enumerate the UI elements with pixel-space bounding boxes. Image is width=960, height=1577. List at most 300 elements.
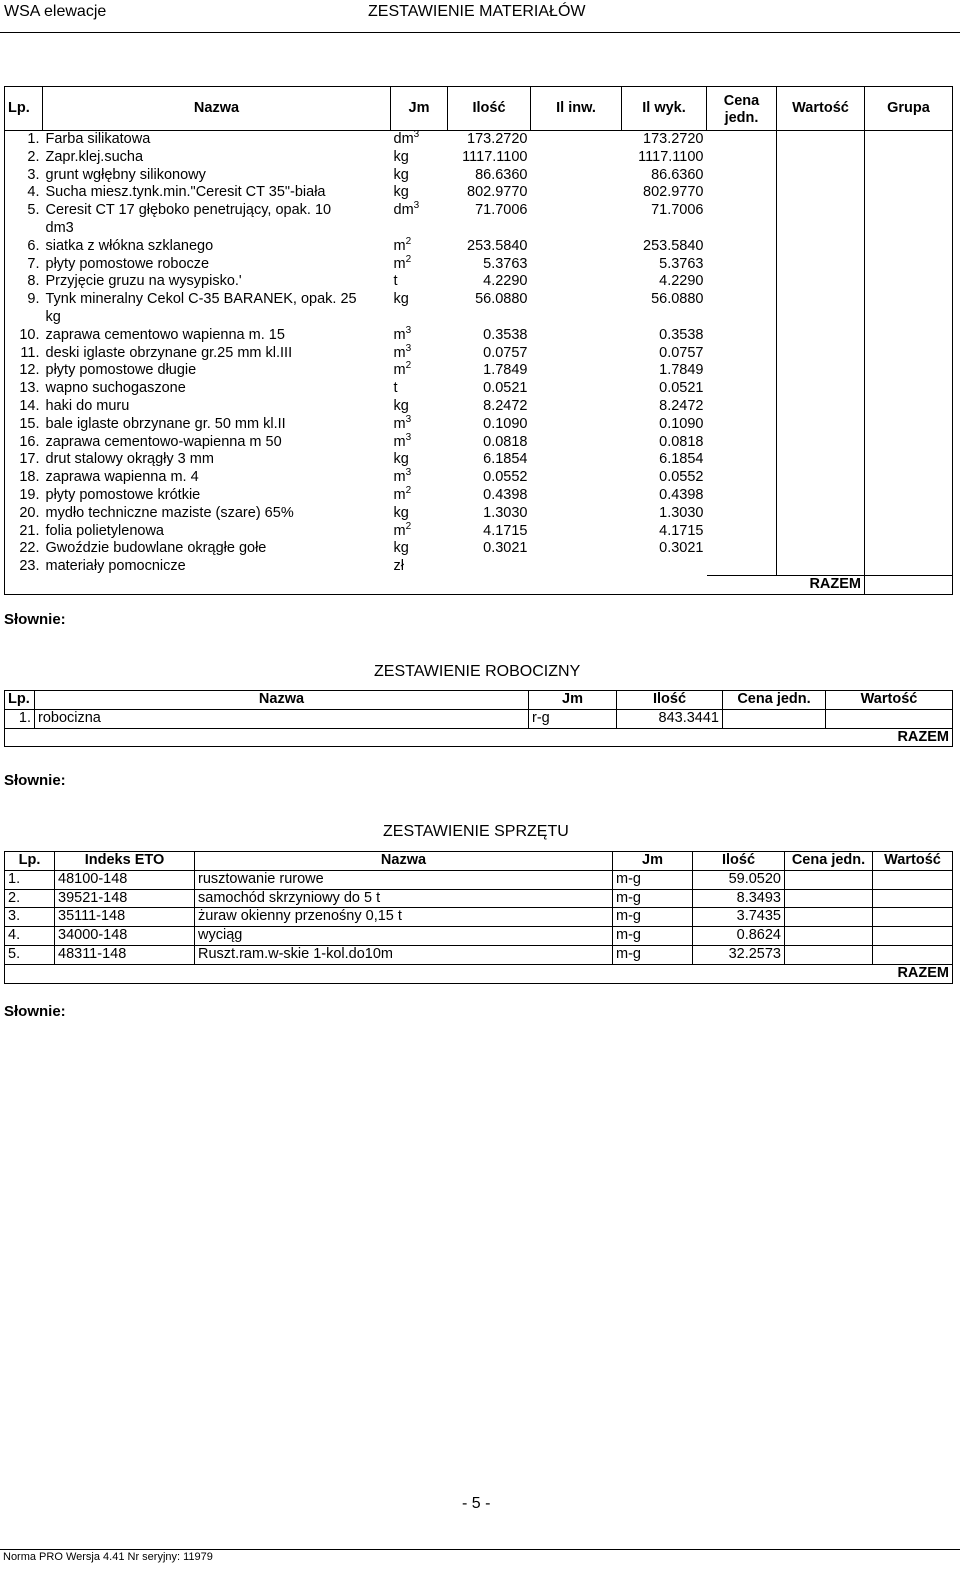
grupa-cell: [865, 362, 953, 380]
eto-cell: 39521-148: [55, 889, 195, 908]
lp-cell-text: 8.: [27, 273, 40, 290]
col-header-il-inw: Il inw.: [531, 87, 622, 131]
wartosc-cell: [777, 523, 865, 541]
jm-cell-text: m: [393, 433, 406, 450]
il-wyk-cell: [622, 523, 707, 541]
lp-cell-text: 16.: [19, 433, 40, 450]
jm-cell-text: dm: [393, 202, 414, 219]
cena-cell: [707, 416, 777, 434]
ilosc-cell: [448, 540, 531, 558]
table-row: [5, 184, 953, 202]
cena-cell: [785, 927, 873, 946]
jm-cell: m-g: [613, 945, 693, 964]
ilosc-cell: [448, 469, 531, 487]
nazwa-cell: [43, 345, 391, 363]
table-row: [5, 416, 953, 434]
il-wyk-cell: [622, 505, 707, 523]
nazwa-cell: [43, 256, 391, 274]
table-row: [5, 709, 953, 728]
il-wyk-cell-text: 1117.1100: [638, 148, 704, 165]
il-wyk-cell: [622, 149, 707, 167]
nazwa-cell-text: płyty pomostowe krótkie: [45, 486, 201, 503]
nazwa-cell: [43, 184, 391, 202]
nazwa-cell-text: folia polietylenowa: [45, 522, 164, 539]
jm-cell-text: m: [393, 469, 406, 486]
ilosc-cell: 0.8624: [693, 927, 785, 946]
nazwa-cell-text: Ceresit CT 17 głęboko penetrujący, opak. 10: [45, 202, 332, 219]
table-row: [5, 945, 953, 964]
lp-cell: [5, 167, 43, 185]
footer-divider: [0, 1549, 960, 1550]
equipment-razem: [785, 964, 953, 983]
unit-exponent: 2: [405, 360, 412, 372]
materials-table: [4, 86, 953, 595]
grupa-cell: [865, 291, 953, 327]
lp-cell-text: 4.: [27, 184, 40, 201]
jm-cell-text: m: [393, 326, 406, 343]
col-header-nazwa: Nazwa: [43, 87, 391, 131]
ilosc-cell-text: 0.0552: [483, 469, 528, 486]
il-wyk-cell: [622, 398, 707, 416]
nazwa-cell: [43, 380, 391, 398]
ilosc-cell-text: 0.3021: [483, 540, 528, 557]
jm-cell: [391, 540, 448, 558]
ilosc-cell-text: 0.0757: [483, 344, 528, 361]
jm-cell: m-g: [613, 889, 693, 908]
cena-cell: [707, 434, 777, 452]
il-wyk-cell: [622, 451, 707, 469]
lp-cell: [5, 505, 43, 523]
wartosc-cell: [777, 416, 865, 434]
cena-cell: [707, 131, 777, 149]
lp-cell-text: 11.: [20, 344, 40, 361]
unit-exponent: 3: [405, 342, 412, 354]
nazwa-cell: [43, 273, 391, 291]
wartosc-cell: [777, 558, 865, 576]
cena-cell: [707, 327, 777, 345]
lp-cell: [5, 523, 43, 541]
il-wyk-cell-text: 253.5840: [643, 237, 704, 254]
il-inw-cell: [531, 167, 622, 185]
il-wyk-cell-text: 802.9770: [643, 184, 704, 201]
table-row: [5, 131, 953, 149]
jm-cell-text: m: [393, 255, 406, 272]
lp-cell-text: 19.: [19, 486, 40, 503]
table-row: [5, 327, 953, 345]
table-row: [5, 505, 953, 523]
unit-exponent: 2: [405, 484, 412, 496]
jm-cell: [391, 380, 448, 398]
ilosc-cell-text: 173.2720: [467, 131, 528, 147]
table-row: [5, 345, 953, 363]
wartosc-cell: [777, 469, 865, 487]
il-wyk-cell-text: 1.7849: [659, 362, 704, 379]
lp-cell: 2.: [5, 889, 55, 908]
il-inw-cell: [531, 434, 622, 452]
il-inw-cell: [531, 469, 622, 487]
ilosc-cell-text: 8.2472: [483, 397, 528, 414]
table-row: [5, 434, 953, 452]
grupa-cell: [865, 469, 953, 487]
cena-cell: [707, 540, 777, 558]
table-row: [5, 291, 953, 327]
lp-cell: [5, 380, 43, 398]
jm-cell-text: kg: [393, 148, 409, 165]
jm-cell-text: kg: [393, 184, 409, 201]
cena-cell: [707, 202, 777, 238]
unit-exponent: 3: [405, 324, 412, 336]
lp-cell-text: 17.: [19, 451, 40, 468]
il-wyk-cell: [622, 238, 707, 256]
wartosc-cell: [777, 380, 865, 398]
cena-cell: [707, 345, 777, 363]
razem-label: RAZEM: [809, 576, 861, 593]
ilosc-cell: [448, 416, 531, 434]
grupa-cell: [865, 327, 953, 345]
nazwa-cell: samochód skrzyniowy do 5 t: [195, 889, 613, 908]
col-header-lp: Lp.: [5, 87, 43, 131]
il-wyk-cell-text: 86.6360: [651, 166, 704, 183]
unit-exponent: 3: [405, 467, 412, 479]
grupa-cell: [865, 451, 953, 469]
il-wyk-cell: [622, 184, 707, 202]
header-divider: [0, 32, 960, 33]
unit-exponent: 3: [405, 431, 412, 443]
labor-title: ZESTAWIENIE ROBOCIZNY: [374, 663, 581, 680]
il-inw-cell: [531, 256, 622, 274]
ilosc-cell: [448, 505, 531, 523]
table-row: [5, 927, 953, 946]
il-wyk-cell-text: 4.2290: [659, 273, 704, 290]
table-row: [5, 451, 953, 469]
grupa-cell: [865, 540, 953, 558]
jm-cell: r-g: [529, 709, 617, 728]
lp-cell-text: 12.: [19, 362, 40, 379]
jm-cell-text: t: [393, 273, 398, 290]
wartosc-cell: [777, 362, 865, 380]
il-inw-cell: [531, 273, 622, 291]
lp-cell-text: 21.: [19, 522, 40, 539]
grupa-cell: [865, 202, 953, 238]
jm-cell: [391, 202, 448, 238]
nazwa-continuation: dm3: [45, 219, 74, 236]
unit-exponent: 2: [405, 235, 412, 247]
cena-cell: [707, 558, 777, 576]
labor-col-jm: Jm: [529, 691, 617, 710]
ilosc-cell: 32.2573: [693, 945, 785, 964]
equipment-col-eto: Indeks ETO: [55, 852, 195, 871]
jm-cell: [391, 469, 448, 487]
il-inw-cell: [531, 380, 622, 398]
ilosc-cell: 8.3493: [693, 889, 785, 908]
il-wyk-cell: [622, 291, 707, 327]
il-wyk-cell-text: 1.3030: [659, 504, 704, 521]
jm-cell-text: kg: [393, 291, 409, 308]
nazwa-cell-text: Farba silikatowa: [45, 131, 151, 147]
il-inw-cell: [531, 149, 622, 167]
nazwa-cell: [43, 434, 391, 452]
il-inw-cell: [531, 131, 622, 149]
il-wyk-cell: [622, 327, 707, 345]
table-row: [5, 167, 953, 185]
cena-cell: [707, 523, 777, 541]
table-row: [5, 540, 953, 558]
grupa-cell: [865, 505, 953, 523]
cena-cell: [707, 362, 777, 380]
table-row: [5, 908, 953, 927]
nazwa-cell: [43, 558, 391, 576]
nazwa-cell: robocizna: [35, 709, 529, 728]
wartosc-cell: [873, 870, 953, 889]
jm-cell-text: t: [393, 380, 398, 397]
jm-cell-text: kg: [393, 504, 409, 521]
il-wyk-cell: [622, 202, 707, 238]
wartosc-cell: [777, 345, 865, 363]
il-wyk-cell: [622, 167, 707, 185]
il-wyk-cell: [622, 256, 707, 274]
project-name: WSA elewacje: [4, 3, 107, 20]
lp-cell: [5, 131, 43, 149]
cena-cell: [707, 184, 777, 202]
wartosc-cell: [873, 889, 953, 908]
wartosc-cell: [777, 505, 865, 523]
lp-cell: [5, 202, 43, 238]
grupa-cell: [865, 487, 953, 505]
nazwa-cell-text: płyty pomostowe robocze: [45, 255, 210, 272]
jm-cell: [391, 520, 448, 541]
lp-cell: [5, 273, 43, 291]
ilosc-cell: [448, 149, 531, 167]
lp-cell: [5, 238, 43, 256]
equipment-slownie: Słownie:: [4, 1003, 66, 1020]
wartosc-cell: [777, 327, 865, 345]
wartosc-cell: [777, 487, 865, 505]
table-row: [5, 202, 953, 238]
cena-cell: [707, 256, 777, 274]
il-inw-cell: [531, 451, 622, 469]
wartosc-cell: [777, 540, 865, 558]
cena-cell: [785, 908, 873, 927]
jm-cell: m-g: [613, 908, 693, 927]
il-wyk-cell: [622, 362, 707, 380]
nazwa-cell: [43, 362, 391, 380]
lp-cell: [5, 469, 43, 487]
wartosc-cell: [777, 398, 865, 416]
lp-cell: [5, 558, 43, 576]
nazwa-cell: [43, 540, 391, 558]
il-wyk-cell: [622, 487, 707, 505]
lp-cell-text: 1.: [27, 131, 40, 147]
equipment-table: [4, 851, 953, 984]
il-wyk-cell: [622, 434, 707, 452]
wartosc-cell: [777, 149, 865, 167]
il-inw-cell: [531, 238, 622, 256]
labor-col-nazwa: Nazwa: [35, 691, 529, 710]
unit-exponent: 2: [405, 520, 412, 532]
nazwa-cell-text: wapno suchogaszone: [45, 380, 186, 397]
il-inw-cell: [531, 345, 622, 363]
lp-cell-text: 7.: [27, 255, 40, 272]
cena-cell: [707, 149, 777, 167]
il-wyk-cell-text: 0.4398: [659, 486, 704, 503]
il-inw-cell: [531, 202, 622, 238]
wartosc-cell: [777, 167, 865, 185]
wartosc-cell: [873, 945, 953, 964]
il-wyk-cell: [622, 416, 707, 434]
grupa-cell: [865, 416, 953, 434]
ilosc-cell: [448, 523, 531, 541]
nazwa-cell: [43, 469, 391, 487]
nazwa-cell-text: płyty pomostowe długie: [45, 362, 197, 379]
lp-cell: 4.: [5, 927, 55, 946]
wartosc-cell: [873, 908, 953, 927]
jm-cell: [391, 505, 448, 523]
nazwa-cell-text: zaprawa wapienna m. 4: [45, 469, 199, 486]
grupa-cell: [865, 273, 953, 291]
nazwa-cell: [43, 131, 391, 149]
col-header-jm: Jm: [391, 87, 448, 131]
ilosc-cell-text: 0.3538: [483, 326, 528, 343]
cena-cell: [707, 451, 777, 469]
lp-cell: [5, 362, 43, 380]
jm-cell-text: kg: [393, 540, 409, 557]
table-row: [5, 380, 953, 398]
wartosc-cell: [777, 184, 865, 202]
ilosc-cell: [448, 273, 531, 291]
labor-table: [4, 690, 953, 747]
table-row: [5, 256, 953, 274]
lp-cell-text: 22.: [19, 540, 40, 557]
lp-cell-text: 6.: [27, 237, 40, 254]
il-wyk-cell-text: 5.3763: [659, 255, 704, 272]
materials-razem: [707, 576, 865, 595]
col-header-wartosc: Wartość: [777, 87, 865, 131]
page-number: - 5 -: [462, 1495, 491, 1512]
ilosc-cell: [448, 256, 531, 274]
lp-cell: 1.: [5, 709, 35, 728]
cena-cell: [707, 238, 777, 256]
cena-cell: [785, 889, 873, 908]
table-row: [5, 469, 953, 487]
ilosc-cell: [448, 167, 531, 185]
lp-cell-text: 15.: [19, 415, 40, 432]
nazwa-continuation: kg: [45, 308, 61, 325]
ilosc-cell: 843.3441: [617, 709, 723, 728]
jm-cell: m-g: [613, 927, 693, 946]
equipment-col-lp: Lp.: [5, 852, 55, 871]
nazwa-cell: [43, 505, 391, 523]
ilosc-cell: 59.0520: [693, 870, 785, 889]
il-wyk-cell-text: 0.3021: [659, 540, 704, 557]
jm-cell: [391, 184, 448, 202]
table-row: [5, 889, 953, 908]
ilosc-cell-text: 71.7006: [475, 202, 528, 219]
table-row: [5, 238, 953, 256]
ilosc-cell-text: 56.0880: [475, 291, 528, 308]
nazwa-cell: [43, 149, 391, 167]
equipment-col-jm: Jm: [613, 852, 693, 871]
jm-cell: [391, 398, 448, 416]
nazwa-cell-text: Sucha miesz.tynk.min."Ceresit CT 35"-biała: [45, 184, 326, 201]
ilosc-cell: [448, 380, 531, 398]
table-row: [5, 273, 953, 291]
cena-cell: [707, 398, 777, 416]
ilosc-cell-text: 1117.1100: [462, 148, 528, 165]
jm-cell: m-g: [613, 870, 693, 889]
cena-cell: [707, 291, 777, 327]
nazwa-cell: rusztowanie rurowe: [195, 870, 613, 889]
wartosc-cell: [777, 131, 865, 149]
ilosc-cell-text: 1.3030: [483, 504, 528, 521]
lp-cell: [5, 434, 43, 452]
labor-slownie: Słownie:: [4, 772, 66, 789]
grupa-cell: [865, 523, 953, 541]
il-wyk-cell-text: 0.0757: [659, 344, 704, 361]
jm-cell-text: m: [393, 362, 406, 379]
materials-slownie: Słownie:: [4, 611, 66, 628]
unit-exponent: 3: [405, 413, 412, 425]
il-inw-cell: [531, 291, 622, 327]
lp-cell: [5, 540, 43, 558]
ilosc-cell-text: 4.1715: [483, 522, 528, 539]
nazwa-cell: [43, 398, 391, 416]
cena-cell: [707, 167, 777, 185]
cena-cell: [707, 505, 777, 523]
jm-cell: [391, 362, 448, 380]
razem-label: RAZEM: [897, 728, 949, 745]
jm-cell: [391, 451, 448, 469]
grupa-cell: [865, 398, 953, 416]
il-wyk-cell-text: 0.0552: [659, 469, 704, 486]
nazwa-cell-text: siatka z włókna szklanego: [45, 237, 214, 254]
jm-cell: [391, 253, 448, 274]
lp-cell: 1.: [5, 870, 55, 889]
il-wyk-cell-text: 0.1090: [659, 415, 704, 432]
jm-cell-text: kg: [393, 166, 409, 183]
cena-cell: [707, 380, 777, 398]
eto-cell: 35111-148: [55, 908, 195, 927]
il-wyk-cell-text: 0.3538: [659, 326, 704, 343]
cena-cell: [785, 945, 873, 964]
grupa-cell: [865, 256, 953, 274]
wartosc-cell: [777, 202, 865, 238]
jm-cell: [391, 558, 448, 576]
jm-cell-text: kg: [393, 451, 409, 468]
labor-col-cena: Cena jedn.: [723, 691, 826, 710]
labor-col-wartosc: Wartość: [826, 691, 953, 710]
wartosc-cell: [777, 291, 865, 327]
il-inw-cell: [531, 558, 622, 576]
lp-cell-text: 20.: [19, 504, 40, 521]
jm-cell: [391, 235, 448, 256]
il-inw-cell: [531, 184, 622, 202]
ilosc-cell-text: 802.9770: [467, 184, 528, 201]
grupa-cell: [865, 149, 953, 167]
il-inw-cell: [531, 487, 622, 505]
unit-exponent: 2: [405, 253, 412, 265]
il-inw-cell: [531, 416, 622, 434]
ilosc-cell: [448, 398, 531, 416]
footer-text: Norma PRO Wersja 4.41 Nr seryjny: 11979: [3, 1551, 213, 1563]
lp-cell: [5, 416, 43, 434]
labor-col-ilosc: Ilość: [617, 691, 723, 710]
table-row: [5, 398, 953, 416]
nazwa-cell-text: drut stalowy okrągły 3 mm: [45, 451, 214, 468]
nazwa-cell-text: deski iglaste obrzynane gr.25 mm kl.III: [45, 344, 293, 361]
jm-cell-text: zł: [393, 558, 404, 575]
unit-exponent: 3: [413, 129, 420, 140]
il-wyk-cell: [622, 558, 707, 576]
